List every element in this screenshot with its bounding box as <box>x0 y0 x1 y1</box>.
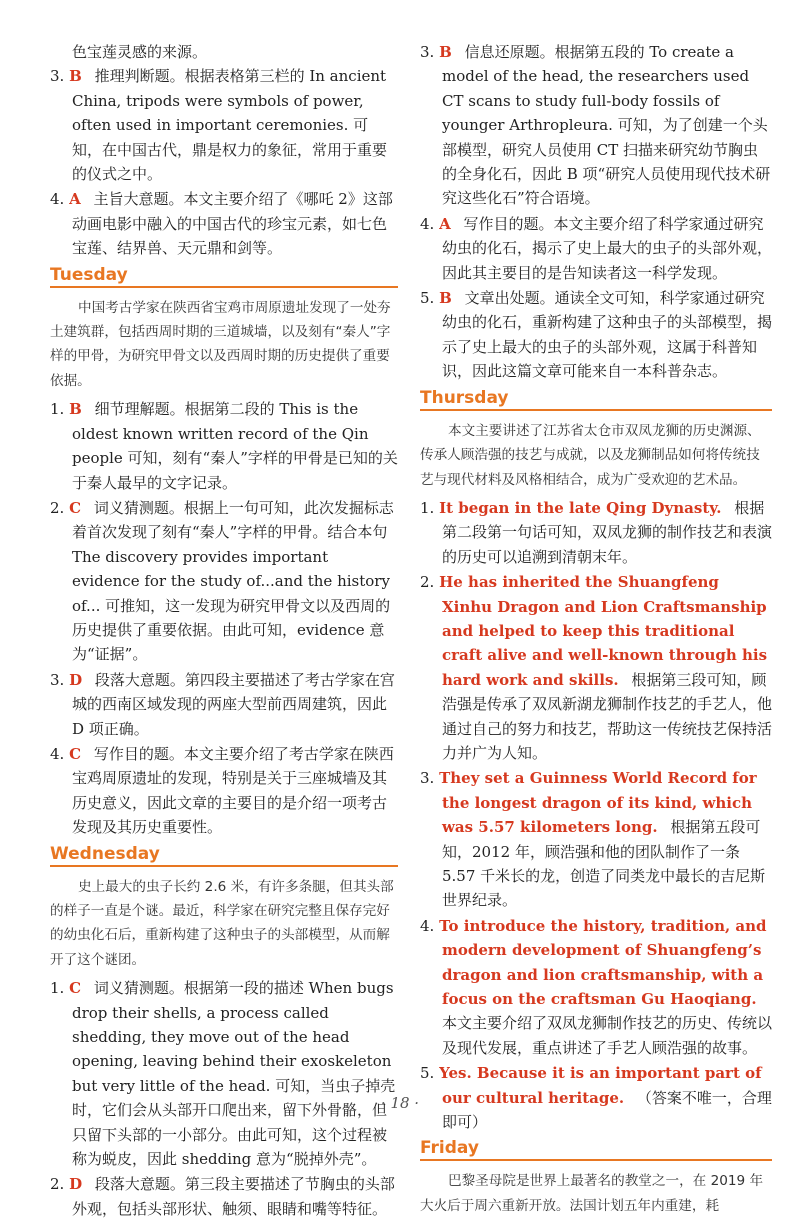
answer-item: 2. He has inherited the Shuangfeng Xinhu Dragon and Lion Craftsmanship and helped to keep this traditional craft alive and well-known through his hard work and skills. 根据第三段可知，顾浩强是传承了双凤新湖龙狮制作技艺的手艺人，他通过自己的努力和技艺，帮助这一传统技艺保持活力并广为人知。 <box>420 573 773 762</box>
section-heading-wednesday: Wednesday <box>50 844 398 867</box>
section-intro: 本文主要讲述了江苏省太仓市双凤龙狮的历史渊源、传承人顾浩强的技艺与成就，以及龙狮制品如何将传统技艺与现代材料及风格相结合，成为广受欢迎的艺术品。 <box>420 422 761 488</box>
answer-item: 3. They set a Guinness World Record for the longest dragon of its kind, which was 5.57 kilometers long. 根据第五段可知，2012 年，顾浩强和他的团队制作了一条 5.57 千米长的龙，创造了同类龙中最长的吉尼斯世界纪录。 <box>420 769 766 910</box>
answer-item: 4. A 写作目的题。本文主要介绍了科学家通过研究幼虫的化石，揭示了史上最大的虫子的头部外观，因此其主要目的是告知读者这一科学发现。 <box>420 214 773 282</box>
answer-item: 1. It began in the late Qing Dynasty. 根据第二段第一句话可知，双凤龙狮的制作技艺和表演的历史可以追溯到清朝末年。 <box>420 498 773 566</box>
answer-item: 4. A 主旨大意题。本文主要介绍了《哪吒 2》这部动画电影中融入的中国古代的珍宝元素，如七色宝莲、结界兽、天元鼎和剑等。 <box>50 190 393 258</box>
section-intro: 巴黎圣母院是世界上最著名的教堂之一，在 2019 年大火后于周六重新开放。法国计划五年内重建，耗 <box>420 1173 764 1214</box>
answer-item: 2. D 段落大意题。第三段主要描述了节胸虫的头部外观，包括头部形状、触须、眼睛和嘴等特征。 <box>50 1175 395 1218</box>
section-intro: 史上最大的虫子长约 2.6 米，有许多条腿，但其头部的样子一直是个谜。最近，科学家在研究完整且保存完好的幼虫化石后，重新构建了这种虫子的头部模型，从而解开了这个谜团。 <box>50 878 394 968</box>
right-column <box>420 40 772 1222</box>
answer-item: 3. B 信息还原题。根据第五段的 To create a model of the head, the researchers used CT scans to study full-body fossils of younger Arthropleura. 可知，为了创建一个头部模型，研究人员使用 CT 扫描来研究幼节胸虫的全身化石，因此 B 项“研究人员使用现代技术研究这些化石”符合语境。 <box>420 43 771 208</box>
section-heading-friday: Friday <box>420 1138 772 1161</box>
answer-item: 2. C 词义猜测题。根据上一句可知，此次发掘标志着首次发现了刻有“秦人”字样的甲骨。结合本句 The discovery provides important evidence for the study of...and the history of... 可推知，这一发现为研究甲骨文以及西周的历史提供了重要依据。由此可知，evidence 意为“证据”。 <box>50 498 394 664</box>
answer-item: 4. To introduce the history, tradition, and modern development of Shuangfeng’s dragon and lion craftsmanship, with a focus on the craftsman Gu Haoqiang. 本文主要介绍了双凤龙狮制作技艺的历史、传统以及现代发展，重点讲述了手艺人顾浩强的故事。 <box>420 916 773 1057</box>
page-number: · 18 · <box>380 1094 420 1112</box>
answer-item: 4. C 写作目的题。本文主要介绍了考古学家在陕西宝鸡周原遗址的发现，特别是关于三座城墙及其历史意义，因此文章的主要目的是介绍一项考古发现及其历史重要性。 <box>50 744 394 837</box>
section-heading-thursday: Thursday <box>420 388 772 411</box>
answer-item: 1. B 细节理解题。根据第二段的 This is the oldest known written record of the Qin people 可知，刻有“秦人”字样的甲骨是已知的关于秦人最早的文字记录。 <box>50 400 398 492</box>
section-heading-tuesday: Tuesday <box>50 265 398 288</box>
answer-item: 3. B 推理判断题。根据表格第三栏的 In ancient China, tripods were symbols of power, often used in important ceremonies. 可知，在中国古代，鼎是权力的象征，常用于重要的仪式之中。 <box>50 67 388 184</box>
answer-item: 3. D 段落大意题。第四段主要描述了考古学家在宫城的西南区域发现的两座大型前西周建筑，因此 D 项正确。 <box>50 670 395 738</box>
answer-item: 5. B 文章出处题。通读全文可知，科学家通过研究幼虫的化石，重新构建了这种虫子的头部模型，揭示了史上最大的虫子的头部外观，这属于科普知识，因此这篇文章可能来自一本科普杂志。 <box>420 289 773 381</box>
section-intro: 中国考古学家在陕西省宝鸡市周原遗址发现了一处夯土建筑群，包括西周时期的三道城墙，以及刻有“秦人”字样的甲骨，为研究甲骨文以及西周时期的历史提供了重要依据。 <box>50 299 391 389</box>
answer-item: 1. C 词义猜测题。根据第一段的描述 When bugs drop their shells, a process called shedding, they move out of the head opening, leaving behind their exoskeleton but very little of the head. 可知，当虫子掉壳时，它们会从头部开口爬出来，留下外骨骼，但只留下头部的一小部分。由此可知，这个过程被称为蜕皮，因此 shedding 意为“脱掉外壳”。 <box>50 979 396 1169</box>
left-column <box>50 40 398 1222</box>
continued-text: 色宝莲灵感的来源。 <box>72 43 208 61</box>
answer-item: 5. Yes. Because it is an important part of our cultural heritage. （答案不唯一，合理即可） <box>420 1064 772 1132</box>
